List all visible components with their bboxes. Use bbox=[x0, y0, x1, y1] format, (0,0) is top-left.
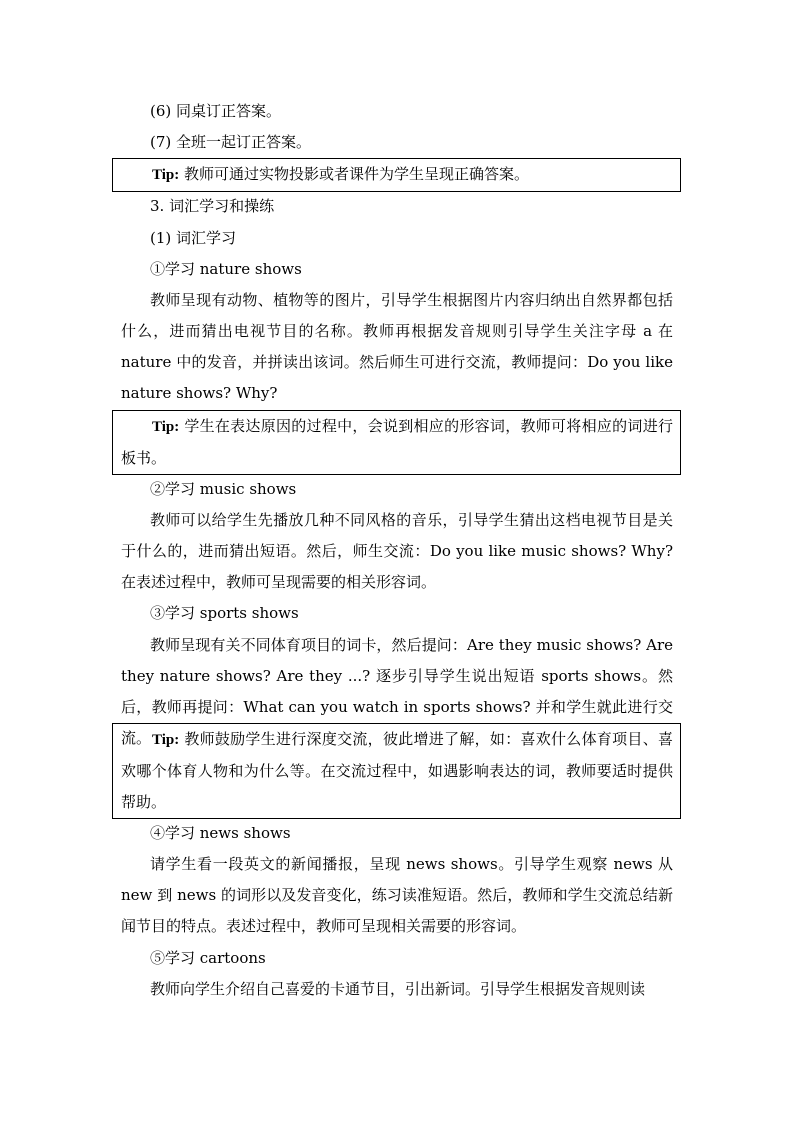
tip-label: Tip: bbox=[152, 167, 180, 183]
tip-text: 教师可通过实物投影或者课件为学生呈现正确答案。 bbox=[184, 165, 530, 183]
tip-text: 学生在表达原因的过程中，会说到相应的形容词，教师可将相应的词进行板书。 bbox=[121, 417, 673, 467]
step-6: (6) 同桌订正答案。 bbox=[150, 102, 282, 120]
item-news-shows: ④学习 news shows bbox=[150, 824, 291, 842]
subsection-heading: (1) 词汇学习 bbox=[150, 229, 237, 247]
item-nature-shows: ①学习 nature shows bbox=[150, 260, 302, 278]
paragraph-news-shows: 请学生看一段英文的新闻播报，呈现 news shows。引导学生观察 news 从 new 到 news 的词形以及发音变化，练习读准短语。然后，教师和学生交流总结新闻节目的特点。表述过程中，教师可呈现相关需要的形容词。 bbox=[121, 855, 673, 935]
tip-label: Tip: bbox=[152, 732, 180, 748]
paragraph-music-shows: 教师可以给学生先播放几种不同风格的音乐，引导学生猜出这档电视节目是关于什么的，进而猜出短语。然后，师生交流：Do you like music shows? Why? 在表述过程中，教师可呈现需要的相关形容词。 bbox=[121, 511, 673, 591]
paragraph-cartoons: 教师向学生介绍自己喜爱的卡通节目，引出新词。引导学生根据发音规则读 bbox=[150, 980, 646, 998]
item-cartoons: ⑤学习 cartoons bbox=[150, 949, 266, 967]
section-heading-vocab: 3. 词汇学习和操练 bbox=[150, 197, 275, 215]
item-music-shows: ②学习 music shows bbox=[150, 480, 297, 498]
item-sports-shows: ③学习 sports shows bbox=[150, 604, 299, 622]
paragraph-nature-shows: 教师呈现有动物、植物等的图片，引导学生根据图片内容归纳出自然界都包括什么，进而猜出电视节目的名称。教师再根据发音规则引导学生关注字母 a 在 nature 中的发音，并拼读出该词。然后师生可进行交流，教师提问：Do you like nature shows? Why? bbox=[121, 291, 673, 402]
tip-box-3 bbox=[112, 723, 681, 819]
tip-label: Tip: bbox=[152, 419, 180, 435]
tip-box-1 bbox=[112, 158, 681, 192]
tip-text: 教师鼓励学生进行深度交流，彼此增进了解，如：喜欢什么体育项目、喜欢哪个体育人物和为什么等。在交流过程中，如遇影响表达的词，教师要适时提供帮助。 bbox=[121, 730, 673, 811]
tip-box-2 bbox=[112, 410, 681, 475]
paragraph-sports-shows: 教师呈现有关不同体育项目的词卡，然后提问：Are they music shows? Are they nature shows? Are they ...? 逐步引导学生说出短语 sports shows。然后，教师再提问：What can you watch in sports shows? 并和学生就此进行交流。 bbox=[121, 636, 673, 747]
step-7: (7) 全班一起订正答案。 bbox=[150, 133, 312, 151]
